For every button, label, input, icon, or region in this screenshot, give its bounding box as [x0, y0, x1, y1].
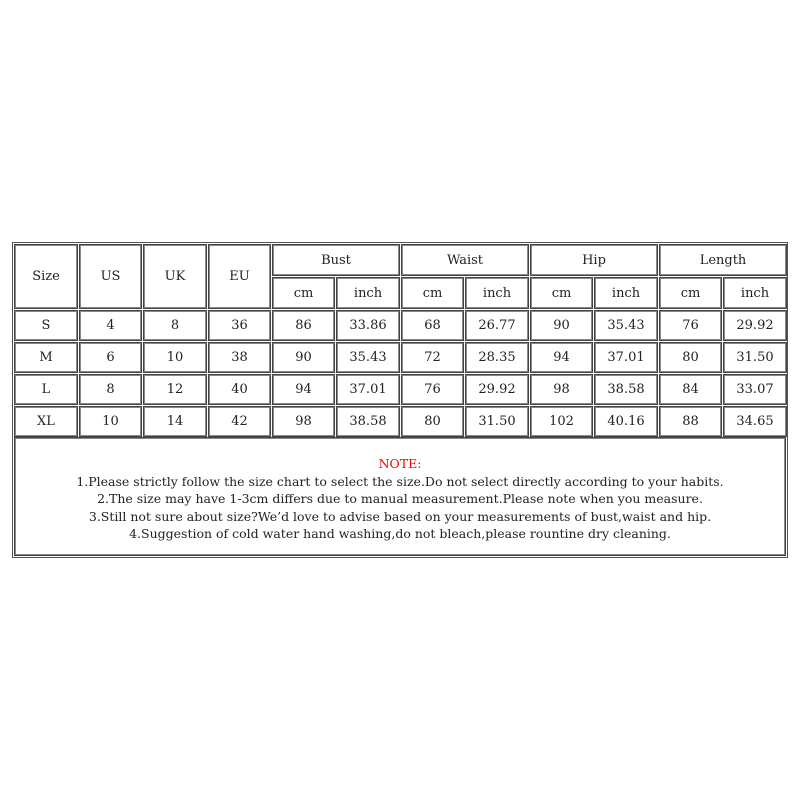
header-hip: Hip: [530, 244, 658, 276]
table-cell: 10: [143, 342, 207, 373]
table-cell: 40.16: [594, 406, 658, 437]
table-cell: 98: [272, 406, 335, 437]
table-cell: 35.43: [594, 310, 658, 341]
table-cell: 31.50: [723, 342, 787, 373]
unit-length-cm: cm: [659, 277, 722, 309]
unit-waist-cm: cm: [401, 277, 464, 309]
table-cell: 90: [530, 310, 593, 341]
unit-bust-inch: inch: [336, 277, 400, 309]
table-cell: 94: [530, 342, 593, 373]
table-cell: 90: [272, 342, 335, 373]
table-cell: 28.35: [465, 342, 529, 373]
table-cell: 4: [79, 310, 142, 341]
table-cell: 35.43: [336, 342, 400, 373]
header-eu: EU: [208, 244, 271, 309]
header-waist: Waist: [401, 244, 529, 276]
header-size: Size: [14, 244, 78, 309]
unit-waist-inch: inch: [465, 277, 529, 309]
unit-hip-cm: cm: [530, 277, 593, 309]
table-cell: 14: [143, 406, 207, 437]
table-cell: 8: [79, 374, 142, 405]
table-cell: 76: [401, 374, 464, 405]
unit-bust-cm: cm: [272, 277, 335, 309]
table-cell: 10: [79, 406, 142, 437]
note-line-3: 3.Still not sure about size?We’d love to advise based on your measurements of bust,waist and hip.: [88, 508, 712, 524]
note-title: NOTE:: [378, 456, 422, 471]
table-cell: S: [14, 310, 78, 341]
table-cell: 29.92: [723, 310, 787, 341]
table-cell: 6: [79, 342, 142, 373]
table-cell: 37.01: [594, 342, 658, 373]
table-cell: 37.01: [336, 374, 400, 405]
table-cell: 80: [401, 406, 464, 437]
table-cell: 80: [659, 342, 722, 373]
table-cell: 68: [401, 310, 464, 341]
notes-box: [14, 437, 786, 556]
header-uk: UK: [143, 244, 207, 309]
header-bust: Bust: [272, 244, 400, 276]
table-cell: 34.65: [723, 406, 787, 437]
table-cell: 86: [272, 310, 335, 341]
unit-length-inch: inch: [723, 277, 787, 309]
table-cell: 76: [659, 310, 722, 341]
table-cell: 33.07: [723, 374, 787, 405]
table-cell: 38.58: [336, 406, 400, 437]
table-cell: 12: [143, 374, 207, 405]
table-cell: 94: [272, 374, 335, 405]
note-line-1: 1.Please strictly follow the size chart to select the size.Do not select directly according to your habits.: [76, 473, 724, 489]
table-cell: 88: [659, 406, 722, 437]
table-cell: 36: [208, 310, 271, 341]
note-line-4: 4.Suggestion of cold water hand washing,do not bleach,please rountine dry cleaning.: [129, 526, 671, 541]
table-cell: 72: [401, 342, 464, 373]
table-cell: 40: [208, 374, 271, 405]
header-length: Length: [659, 244, 787, 276]
table-cell: 102: [530, 406, 593, 437]
table-cell: 98: [530, 374, 593, 405]
table-cell: 38: [208, 342, 271, 373]
size-chart: [12, 242, 788, 558]
table-cell: 31.50: [465, 406, 529, 437]
table-cell: 8: [143, 310, 207, 341]
header-us: US: [79, 244, 142, 309]
table-cell: 42: [208, 406, 271, 437]
note-line-2: 2.The size may have 1-3cm differs due to manual measurement.Please note when you measure.: [97, 491, 703, 506]
table-cell: 84: [659, 374, 722, 405]
table-cell: 29.92: [465, 374, 529, 405]
table-cell: 33.86: [336, 310, 400, 341]
table-cell: L: [14, 374, 78, 405]
table-cell: 38.58: [594, 374, 658, 405]
table-cell: M: [14, 342, 78, 373]
table-cell: 26.77: [465, 310, 529, 341]
table-cell: XL: [14, 406, 78, 437]
unit-hip-inch: inch: [594, 277, 658, 309]
